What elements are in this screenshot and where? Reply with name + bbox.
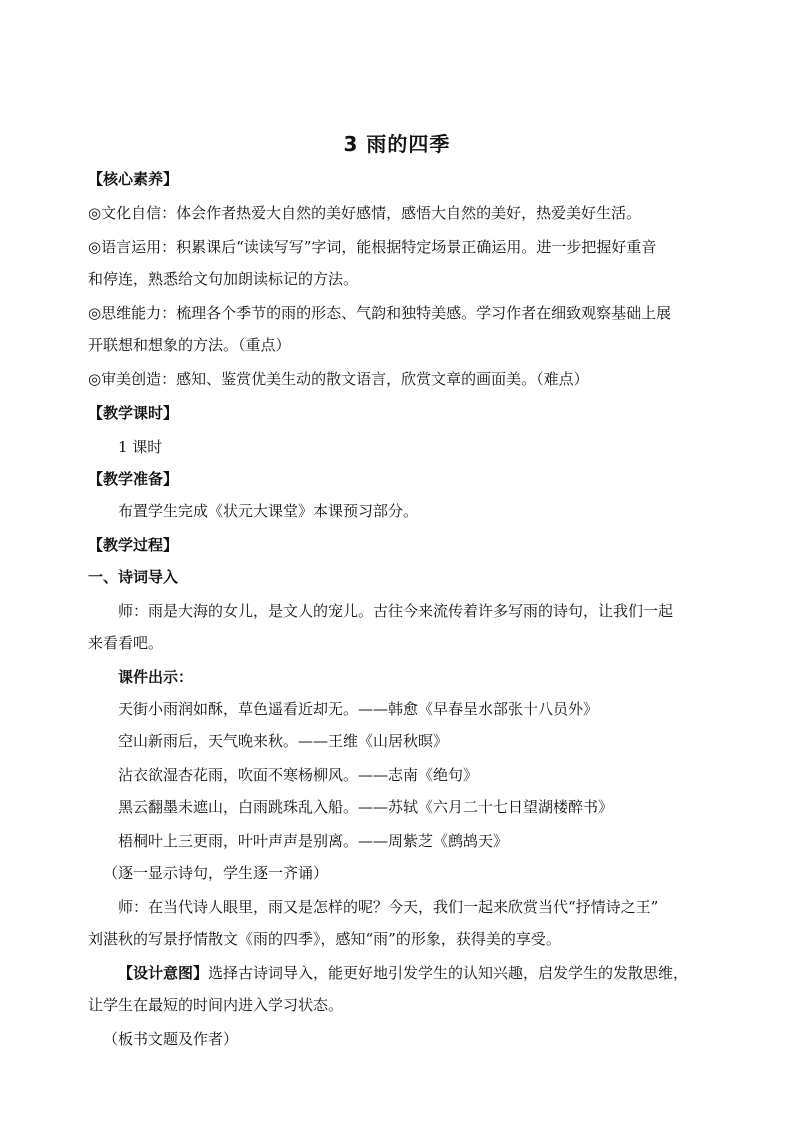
core-item-2-line-2: 和停连，熟悉给文句加朗读标记的方法。 (88, 270, 359, 288)
section-heading-time: 【教学课时】 (88, 404, 179, 422)
stage-note-1: （逐一显示诗句，学生逐一齐诵） (103, 864, 329, 882)
teacher-speech-2-line-2: 刘湛秋的写景抒情散文《雨的四季》，感知“雨”的形象，获得美的享受。 (88, 930, 561, 948)
poem-2: 空山新雨后，天气晚来秋。——王维《山居秋暝》 (118, 732, 449, 750)
teacher-speech-1-line-2: 来看看吧。 (88, 634, 164, 652)
page-title: 3 雨的四季 (343, 132, 451, 156)
poem-1: 天街小雨润如酥，草色遥看近却无。——韩愈《早春呈水部张十八员外》 (118, 700, 599, 718)
design-intent-label: 【设计意图】 (118, 964, 209, 982)
core-item-4: ◎审美创造：感知、鉴赏优美生动的散文语言，欣赏文章的画面美。（难点） (88, 370, 589, 388)
design-intent-line-2: 让学生在最短的时间内进入学习状态。 (88, 996, 344, 1014)
poem-4: 黑云翻墨未遮山，白雨跳珠乱入船。——苏轼《六月二十七日望湖楼醉书》 (118, 798, 614, 816)
core-item-2-line-1: ◎语言运用：积累课后“读读写写”字词，能根据特定场景正确运用。进一步把握好重音 (88, 238, 657, 256)
core-item-3-line-2: 开联想和想象的方法。（重点） (88, 336, 291, 354)
section-heading-core: 【核心素养】 (88, 170, 179, 188)
poem-3: 沾衣欲湿杏花雨，吹面不寒杨柳风。——志南《绝句》 (118, 766, 479, 784)
stage-note-2: （板书文题及作者） (103, 1030, 239, 1048)
poem-5: 梧桐叶上三更雨，叶叶声声是别离。——周紫芝《鹧鸪天》 (118, 832, 509, 850)
time-value: 1 课时 (118, 438, 163, 456)
design-intent-line-1 (118, 962, 688, 984)
section-heading-prep: 【教学准备】 (88, 470, 179, 488)
courseware-label: 课件出示： (118, 668, 194, 686)
part-1-heading: 一、诗词导入 (88, 568, 179, 586)
teacher-speech-1-line-1: 师：雨是大海的女儿，是文人的宠儿。古往今来流传着许多写雨的诗句，让我们一起 (118, 602, 674, 620)
core-item-3-line-1: ◎思维能力：梳理各个季节的雨的形态、气韵和独特美感。学习作者在细致观察基础上展 (88, 304, 672, 322)
core-item-1: ◎文化自信：体会作者热爱大自然的美好感情，感悟大自然的美好，热爱美好生活。 (88, 204, 642, 222)
prep-value: 布置学生完成《状元大课堂》本课预习部分。 (118, 502, 419, 520)
design-intent-text: 选择古诗词导入，能更好地引发学生的认知兴趣，启发学生的发散思维， (208, 964, 689, 982)
section-heading-process: 【教学过程】 (88, 536, 179, 554)
teacher-speech-2-line-1: 师：在当代诗人眼里，雨又是怎样的呢？今天，我们一起来欣赏当代“抒情诗之王” (118, 898, 659, 916)
